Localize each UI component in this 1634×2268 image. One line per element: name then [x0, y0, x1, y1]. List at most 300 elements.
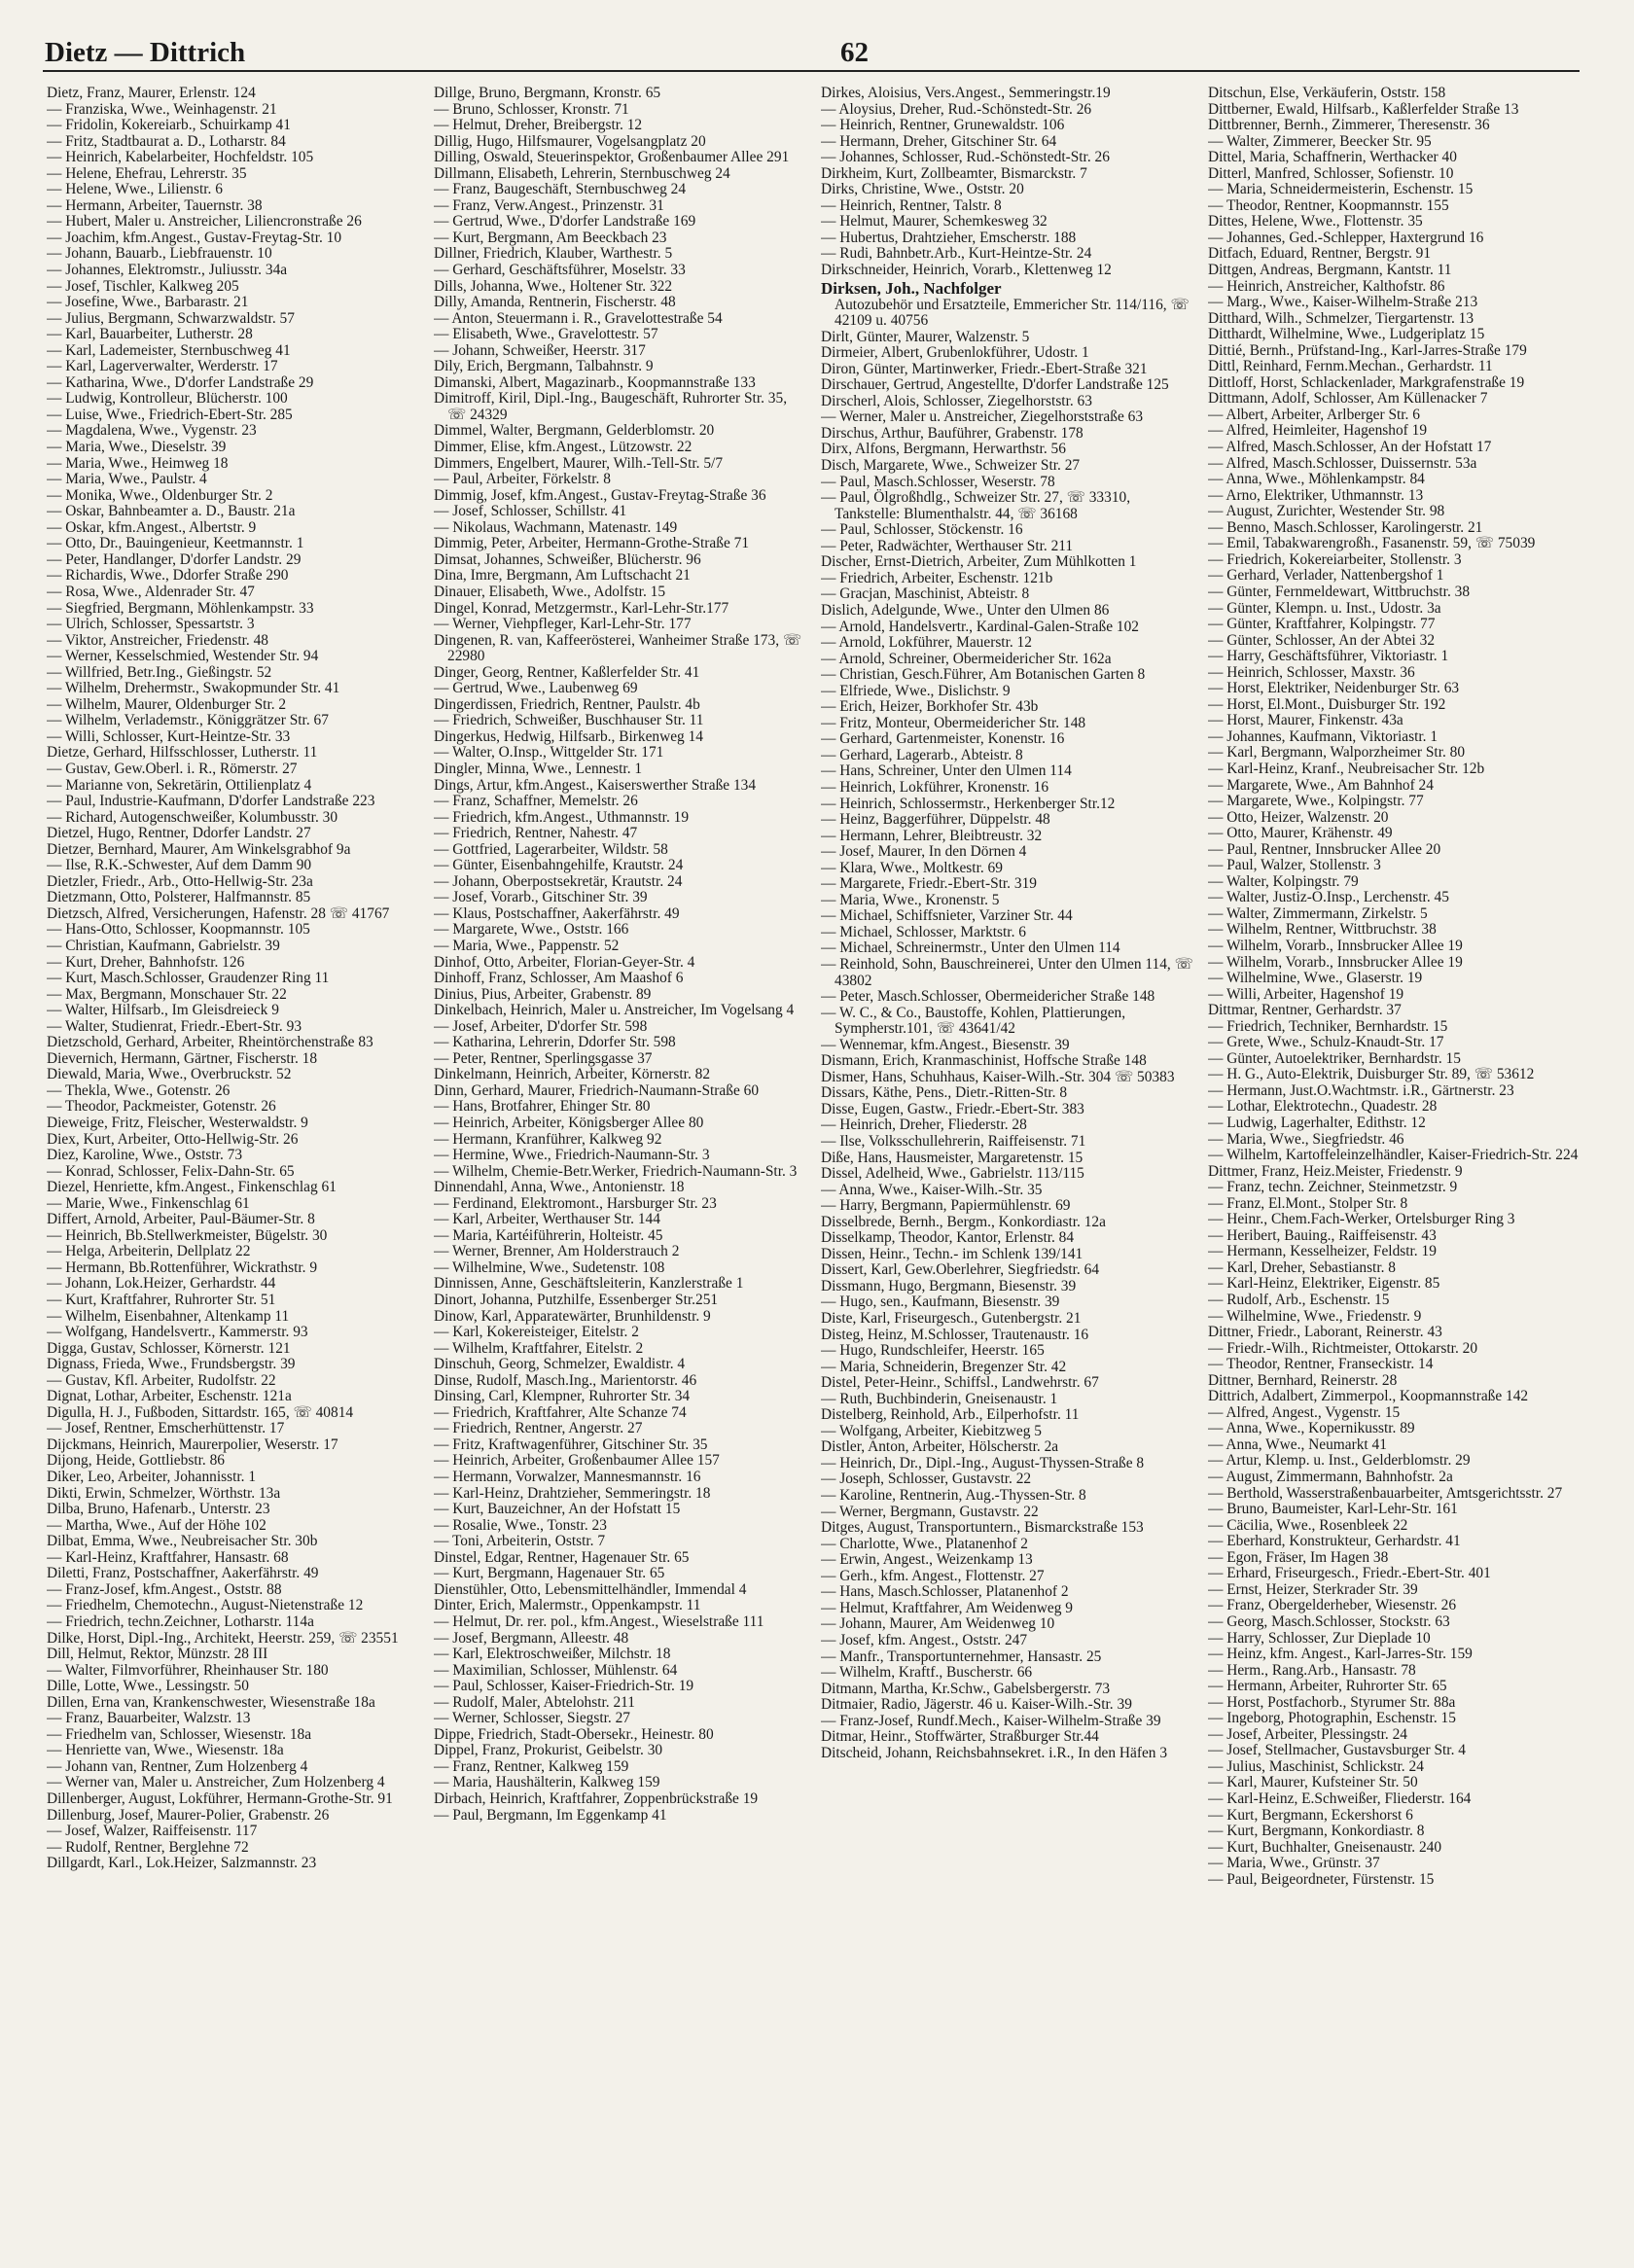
- directory-entry: — Hermine, Wwe., Friedrich-Naumann-Str. 3: [434, 1147, 710, 1164]
- directory-entry: Dippel, Franz, Prokurist, Geibelstr. 30: [434, 1742, 663, 1759]
- directory-entry: Dinhoff, Franz, Schlosser, Am Maashof 6: [434, 970, 684, 987]
- directory-entry: — Herm., Rang.Arb., Hansastr. 78: [1208, 1661, 1416, 1679]
- directory-entry: — Wennemar, kfm.Angest., Biesenstr. 39: [821, 1036, 1070, 1053]
- directory-entry: — Rudolf, Rentner, Berglehne 72: [47, 1838, 249, 1856]
- directory-entry: — Fritz, Stadtbaurat a. D., Lotharstr. 84: [47, 132, 286, 150]
- directory-entry: — Johann, Maurer, Am Weidenweg 10: [821, 1615, 1055, 1633]
- directory-entry: Dillmann, Elisabeth, Lehrerin, Sternbuschweg 24: [434, 164, 730, 182]
- directory-entry: Diste, Karl, Friseurgesch., Gutenbergstr. 21: [821, 1310, 1082, 1328]
- directory-entry: — Karl-Heinz, Elektriker, Eigenstr. 85: [1208, 1275, 1440, 1293]
- directory-entry: Dirkschneider, Heinrich, Vorarb., Klettenweg 12: [821, 262, 1112, 279]
- directory-entry: — Karl, Kokereisteiger, Eitelstr. 2: [434, 1324, 639, 1341]
- page-title: Dietz — Dittrich: [45, 37, 246, 68]
- directory-entry: — Kurt, Kraftfahrer, Ruhrorter Str. 51: [47, 1292, 276, 1309]
- directory-entry: — Gerhard, Lagerarb., Abteistr. 8: [821, 746, 1023, 763]
- directory-entry: — Artur, Klemp. u. Inst., Gelderblomstr. 29: [1208, 1452, 1471, 1470]
- directory-entry: Dillen, Erna van, Krankenschwester, Wiesenstraße 18a: [47, 1693, 375, 1711]
- directory-entry: — Kurt, Dreher, Bahnhofstr. 126: [47, 953, 245, 971]
- directory-entry: — Peter, Radwächter, Werthauser Str. 211: [821, 537, 1074, 554]
- directory-entry: Dinauer, Elisabeth, Wwe., Adolfstr. 15: [434, 583, 666, 600]
- directory-entry: — Aloysius, Dreher, Rud.-Schönstedt-Str. 26: [821, 100, 1092, 118]
- directory-entry: — Wilhelmine, Wwe., Glaserstr. 19: [1208, 970, 1423, 987]
- directory-entry: Dievernich, Hermann, Gärtner, Fischerstr. 18: [47, 1049, 318, 1067]
- directory-entry: — Kurt, Bergmann, Eckershorst 6: [1208, 1806, 1413, 1824]
- directory-entry: — Michael, Schlosser, Marktstr. 6: [821, 923, 1026, 940]
- column-1: [47, 86, 422, 2254]
- directory-entry: — Gertrud, Wwe., D'dorfer Landstraße 169: [434, 213, 696, 230]
- directory-entry: Dinort, Johanna, Putzhilfe, Essenberger Str.251: [434, 1292, 719, 1309]
- directory-entry: — Kurt, Bergmann, Hagenauer Str. 65: [434, 1565, 665, 1582]
- directory-entry: — Maria, Wwe., Paulstr. 4: [47, 471, 207, 488]
- directory-entry: Disse, Eugen, Gastw., Friedr.-Ebert-Str. 383: [821, 1100, 1084, 1117]
- directory-entry: — Maria, Kartéiführerin, Holteistr. 45: [434, 1226, 663, 1244]
- directory-entry: — Fridolin, Kokereiarb., Schuirkamp 41: [47, 117, 291, 134]
- directory-entry: — Franz, Verw.Angest., Prinzenstr. 31: [434, 196, 664, 214]
- directory-entry: — Walter, Studienrat, Friedr.-Ebert-Str. 93: [47, 1017, 302, 1035]
- directory-entry: — Martha, Wwe., Auf der Höhe 102: [47, 1516, 266, 1534]
- directory-entry: — Siegfried, Bergmann, Möhlenkampstr. 33: [47, 599, 314, 617]
- directory-entry: — Gerh., kfm. Angest., Flottenstr. 27: [821, 1567, 1045, 1584]
- directory-entry: — Josef, Bergmann, Alleestr. 48: [434, 1629, 629, 1647]
- directory-entry: — Werner, Bergmann, Gustavstr. 22: [821, 1503, 1039, 1520]
- directory-entry: Diewald, Maria, Wwe., Overbruckstr. 52: [47, 1066, 292, 1083]
- directory-entry: — Walter, Zimmermann, Zirkelstr. 5: [1208, 904, 1428, 922]
- directory-entry: — Joseph, Schlosser, Gustavstr. 22: [821, 1471, 1032, 1488]
- directory-entry: Dietzschold, Gerhard, Arbeiter, Rheintörchenstraße 83: [47, 1034, 373, 1051]
- directory-entry: Dirbach, Heinrich, Kraftfahrer, Zoppenbrückstraße 19: [434, 1790, 759, 1807]
- directory-entry: Dittbrenner, Bernh., Zimmerer, Theresenstr. 36: [1208, 117, 1490, 134]
- directory-entry: Disch, Margarete, Wwe., Schweizer Str. 27: [821, 457, 1081, 475]
- directory-entry: — Ludwig, Kontrolleur, Blücherstr. 100: [47, 390, 288, 408]
- directory-entry: Dillgardt, Karl., Lok.Heizer, Salzmannstr. 23: [47, 1855, 317, 1872]
- directory-entry: Ditthard, Wilh., Schmelzer, Tiergartenstr. 13: [1208, 309, 1474, 327]
- directory-entry: — Franz, Rentner, Kalkweg 159: [434, 1757, 629, 1775]
- directory-entry: Dimmel, Walter, Bergmann, Gelderblomstr. 20: [434, 422, 715, 440]
- directory-entry: — Charlotte, Wwe., Platanenhof 2: [821, 1535, 1028, 1552]
- directory-entry: Dietzel, Hugo, Rentner, Ddorfer Landstr. 27: [47, 825, 311, 842]
- directory-entry: — Peter, Rentner, Sperlingsgasse 37: [434, 1049, 653, 1067]
- directory-entry: — Friedrich, kfm.Angest., Uthmannstr. 19: [434, 808, 690, 826]
- directory-entry: Ditschun, Else, Verkäuferin, Oststr. 158: [1208, 86, 1446, 101]
- directory-entry: — Franz-Josef, kfm.Angest., Oststr. 88: [47, 1580, 282, 1598]
- directory-entry: — Ulrich, Schlosser, Spessartstr. 3: [47, 616, 255, 633]
- directory-entry: — Heinrich, Arbeiter, Großenbaumer Allee 157: [434, 1452, 720, 1470]
- directory-entry: Dismann, Erich, Kranmaschinist, Hoffsche Straße 148: [821, 1052, 1147, 1070]
- directory-entry: Digga, Gustav, Schlosser, Körnerstr. 121: [47, 1339, 291, 1357]
- directory-entry: Dikti, Erwin, Schmelzer, Wörthstr. 13a: [47, 1484, 281, 1502]
- directory-entry: — Maria, Wwe., Grünstr. 37: [1208, 1855, 1380, 1872]
- directory-entry: — Josef, Arbeiter, D'dorfer Str. 598: [434, 1017, 648, 1035]
- directory-entry: Dilke, Horst, Dipl.-Ing., Architekt, Heerstr. 259, ☏ 23551: [47, 1629, 399, 1647]
- directory-entry: — Ludwig, Lagerhalter, Edithstr. 12: [1208, 1115, 1426, 1131]
- directory-entry: Dillenburg, Josef, Maurer-Polier, Grabenstr. 26: [47, 1806, 330, 1824]
- directory-entry: — Toni, Arbeiterin, Oststr. 7: [434, 1533, 606, 1550]
- directory-entry: — Ingeborg, Photographin, Eschenstr. 15: [1208, 1710, 1456, 1727]
- directory-entry: — Heinrich, Rentner, Talstr. 8: [821, 196, 1002, 214]
- directory-entry: Distelberg, Reinhold, Arb., Eilperhofstr. 11: [821, 1406, 1080, 1424]
- directory-entry: — Heinrich, Anstreicher, Kalthofstr. 86: [1208, 277, 1445, 295]
- directory-entry: Dirksen, Joh., Nachfolger: [821, 278, 1002, 298]
- directory-columns: [47, 86, 1583, 2254]
- directory-entry: — Heinrich, Dr., Dipl.-Ing., August-Thyssen-Straße 8: [821, 1454, 1145, 1471]
- directory-entry: Dittmann, Adolf, Schlosser, Am Küllenacker 7: [1208, 390, 1488, 408]
- directory-entry: — Hugo, Rundschleifer, Heerstr. 165: [821, 1342, 1045, 1360]
- directory-entry: — Harry, Geschäftsführer, Viktoriastr. 1: [1208, 648, 1449, 665]
- directory-entry: — Rudolf, Arb., Eschenstr. 15: [1208, 1292, 1390, 1309]
- directory-entry: — Horst, Elektriker, Neidenburger Str. 63: [1208, 680, 1460, 697]
- directory-entry: — Karl, Elektroschweißer, Milchstr. 18: [434, 1646, 671, 1663]
- page-number: 62: [840, 37, 869, 68]
- directory-entry: — Oskar, Bahnbeamter a. D., Baustr. 21a: [47, 503, 296, 520]
- directory-entry: — Maria, Wwe., Heimweg 18: [47, 454, 229, 472]
- directory-entry: Distler, Anton, Arbeiter, Hölscherstr. 2a: [821, 1438, 1059, 1456]
- directory-entry: Diker, Leo, Arbeiter, Johannisstr. 1: [47, 1469, 257, 1486]
- directory-entry: Dilbat, Emma, Wwe., Neubreisacher Str. 30b: [47, 1533, 318, 1550]
- directory-entry: — Josef, Arbeiter, Plessingstr. 24: [1208, 1725, 1408, 1743]
- directory-entry: — Maria, Wwe., Dieselstr. 39: [47, 439, 227, 456]
- directory-entry: Dissen, Heinr., Techn.- im Schlenk 139/141: [821, 1245, 1083, 1262]
- directory-entry: Dina, Imre, Bergmann, Am Luftschacht 21: [434, 567, 691, 585]
- directory-entry: — Hans, Masch.Schlosser, Platanenhof 2: [821, 1583, 1069, 1601]
- directory-entry: — Richard, Autogenschweißer, Kolumbusstr. 30: [47, 808, 338, 826]
- directory-entry: — Otto, Dr., Bauingenieur, Keetmannstr. 1: [47, 535, 304, 552]
- directory-entry: — Josef, Stellmacher, Gustavsburger Str. 4: [1208, 1742, 1466, 1759]
- directory-entry: — Maria, Haushälterin, Kalkweg 159: [434, 1774, 660, 1791]
- directory-entry: — Berthold, Wasserstraßenbauarbeiter, Amtsgerichtsstr. 27: [1208, 1484, 1563, 1502]
- directory-entry: — Karl, Dreher, Sebastianstr. 8: [1208, 1258, 1396, 1276]
- directory-entry: Diletti, Franz, Postschaffner, Aakerfährstr. 49: [47, 1565, 319, 1582]
- directory-entry: — Julius, Bergmann, Schwarzwaldstr. 57: [47, 309, 295, 327]
- directory-entry: — Albert, Arbeiter, Arlberger Str. 6: [1208, 406, 1420, 423]
- directory-entry: — Nikolaus, Wachmann, Matenastr. 149: [434, 518, 678, 536]
- directory-entry: — Anton, Steuermann i. R., Gravelottestraße 54: [434, 309, 723, 327]
- directory-entry: Autozubehör und Ersatzteile, Emmericher Str. 114/116, ☏ 42109 u. 40756: [835, 296, 1190, 330]
- directory-entry: — Friedrich, Rentner, Angerstr. 27: [434, 1420, 643, 1437]
- directory-entry: — Wilhelm, Kraftf., Buscherstr. 66: [821, 1664, 1033, 1682]
- directory-entry: — Johann, Schweißer, Heerstr. 317: [434, 341, 646, 359]
- directory-entry: — Franz, Bauarbeiter, Walzstr. 13: [47, 1710, 251, 1727]
- directory-entry: — Karl, Lademeister, Sternbuschweg 41: [47, 341, 291, 359]
- directory-entry: Disteg, Heinz, M.Schlosser, Trautenaustr. 16: [821, 1326, 1089, 1343]
- directory-entry: — Christian, Kaufmann, Gabrielstr. 39: [47, 937, 280, 954]
- directory-entry: Dirlt, Günter, Maurer, Walzenstr. 5: [821, 328, 1030, 345]
- directory-entry: — Erhard, Friseurgesch., Friedr.-Ebert-Str. 401: [1208, 1565, 1491, 1582]
- directory-entry: Ditthardt, Wilhelmine, Wwe., Ludgeriplatz 15: [1208, 326, 1485, 343]
- directory-entry: — Paul, Schlosser, Stöckenstr. 16: [821, 521, 1023, 539]
- directory-entry: Discher, Ernst-Dietrich, Arbeiter, Zum Mühlkotten 1: [821, 553, 1137, 571]
- directory-entry: Dippe, Friedrich, Stadt-Obersekr., Heinestr. 80: [434, 1725, 714, 1743]
- directory-entry: Dimitroff, Kiril, Dipl.-Ing., Baugeschäft, Ruhrorter Str. 35, ☏ 24329: [434, 390, 788, 423]
- directory-entry: — Heinrich, Kabelarbeiter, Hochfeldstr. 105: [47, 149, 314, 166]
- directory-entry: — Bruno, Baumeister, Karl-Lehr-Str. 161: [1208, 1501, 1458, 1518]
- directory-entry: — Hermann, Arbeiter, Tauernstr. 38: [47, 196, 263, 214]
- directory-entry: — Werner, Maler u. Anstreicher, Ziegelhorststraße 63: [821, 408, 1144, 426]
- directory-entry: Dittner, Bernhard, Reinerstr. 28: [1208, 1371, 1398, 1389]
- directory-entry: — Maria, Schneidermeisterin, Eschenstr. 15: [1208, 181, 1474, 198]
- directory-entry: — Arnold, Schreiner, Obermeidericher Str. 162a: [821, 650, 1112, 667]
- directory-entry: Dinow, Karl, Apparatewärter, Brunhildenstr. 9: [434, 1307, 711, 1325]
- directory-entry: Dimmers, Engelbert, Maurer, Wilh.-Tell-Str. 5/7: [434, 454, 724, 472]
- directory-entry: — Max, Bergmann, Monschauer Str. 22: [47, 985, 287, 1003]
- directory-entry: — Karl, Maurer, Kufsteiner Str. 50: [1208, 1774, 1418, 1791]
- directory-entry: — Franz, techn. Zeichner, Steinmetzstr. 9: [1208, 1179, 1458, 1196]
- directory-entry: — W. C., & Co., Baustoffe, Kohlen, Plattierungen, Sympherstr.101, ☏ 43641/42: [821, 1004, 1126, 1038]
- directory-entry: — Gerhard, Gartenmeister, Konenstr. 16: [821, 730, 1065, 748]
- directory-entry: — Peter, Masch.Schlosser, Obermeidericher Straße 148: [821, 988, 1155, 1006]
- directory-entry: Disselbrede, Bernh., Bergm., Konkordiastr. 12a: [821, 1213, 1106, 1230]
- directory-entry: — Lothar, Elektrotechn., Quadestr. 28: [1208, 1098, 1438, 1116]
- directory-entry: — Erwin, Angest., Weizenkamp 13: [821, 1551, 1033, 1569]
- directory-entry: Dismer, Hans, Schuhhaus, Kaiser-Wilh.-Str. 304 ☏ 50383: [821, 1068, 1175, 1085]
- directory-entry: — Wilhelm, Eisenbahner, Altenkamp 11: [47, 1307, 290, 1325]
- directory-entry: Dietzer, Bernhard, Maurer, Am Winkelsgrabhof 9a: [47, 840, 351, 858]
- directory-entry: — Johannes, Kaufmann, Viktoriastr. 1: [1208, 727, 1439, 745]
- directory-entry: — Heinr., Chem.Fach-Werker, Ortelsburger Ring 3: [1208, 1211, 1515, 1228]
- directory-entry: Dittié, Bernh., Prüfstand-Ing., Karl-Jarres-Straße 179: [1208, 341, 1527, 359]
- directory-entry: — Wilhelm, Vorarb., Innsbrucker Allee 19: [1208, 937, 1463, 954]
- directory-entry: Ditterl, Manfred, Schlosser, Sofienstr. 10: [1208, 164, 1454, 182]
- directory-entry: — Karl, Bergmann, Walporzheimer Str. 80: [1208, 744, 1466, 762]
- directory-entry: Digulla, H. J., Fußboden, Sittardstr. 165, ☏ 40814: [47, 1403, 354, 1421]
- directory-entry: — Hermann, Bb.Rottenführer, Wickrathstr. 9: [47, 1258, 318, 1276]
- directory-entry: — Josef, Schlosser, Schillstr. 41: [434, 503, 627, 520]
- directory-entry: — Karl-Heinz, E.Schweißer, Fliederstr. 164: [1208, 1790, 1472, 1807]
- directory-entry: — Alfred, Masch.Schlosser, An der Hofstatt 17: [1208, 439, 1492, 456]
- directory-entry: — Johann, Bauarb., Liebfrauenstr. 10: [47, 245, 272, 263]
- directory-entry: — Viktor, Anstreicher, Friedenstr. 48: [47, 631, 268, 649]
- directory-entry: — Klara, Wwe., Moltkestr. 69: [821, 859, 1003, 876]
- directory-entry: — Konrad, Schlosser, Felix-Dahn-Str. 65: [47, 1162, 295, 1180]
- directory-entry: — Heinrich, Bb.Stellwerkmeister, Bügelstr. 30: [47, 1226, 328, 1244]
- directory-entry: — Heribert, Bauing., Raiffeisenstr. 43: [1208, 1226, 1437, 1244]
- directory-entry: — Manfr., Transportunternehmer, Hansastr. 25: [821, 1648, 1102, 1665]
- directory-entry: — Helene, Ehefrau, Lehrerstr. 35: [47, 164, 247, 182]
- directory-entry: — Paul, Beigeordneter, Fürstenstr. 15: [1208, 1870, 1435, 1888]
- directory-entry: — Günter, Schlosser, An der Abtei 32: [1208, 631, 1436, 649]
- directory-entry: Diron, Günter, Martinwerker, Friedr.-Ebert-Straße 321: [821, 360, 1148, 377]
- directory-entry: Dietzsch, Alfred, Versicherungen, Hafenstr. 28 ☏ 41767: [47, 904, 390, 922]
- directory-entry: — Franz-Josef, Rundf.Mech., Kaiser-Wilhelm-Straße 39: [821, 1712, 1161, 1729]
- directory-entry: Dillge, Bruno, Bergmann, Kronstr. 65: [434, 86, 661, 101]
- directory-entry: — Arno, Elektriker, Uthmannstr. 13: [1208, 486, 1424, 504]
- directory-entry: — Günter, Klempn. u. Inst., Udostr. 3a: [1208, 599, 1441, 617]
- directory-entry: — Heinrich, Schlosser, Maxstr. 36: [1208, 663, 1415, 681]
- directory-entry: — Margarete, Wwe., Am Bahnhof 24: [1208, 776, 1434, 794]
- directory-entry: Differt, Arnold, Arbeiter, Paul-Bäumer-Str. 8: [47, 1211, 315, 1228]
- directory-entry: — Katharina, Wwe., D'dorfer Landstraße 29: [47, 373, 314, 391]
- directory-entry: — Gerhard, Geschäftsführer, Moselstr. 33: [434, 262, 686, 279]
- directory-entry: — Marianne von, Sekretärin, Ottilienplatz 4: [47, 776, 312, 794]
- directory-entry: — Johann van, Rentner, Zum Holzenberg 4: [47, 1757, 308, 1775]
- directory-entry: — Franz, Obergelderheber, Wiesenstr. 26: [1208, 1597, 1457, 1614]
- directory-entry: — Heinz, Baggerführer, Düppelstr. 48: [821, 811, 1050, 829]
- directory-entry: — Oskar, kfm.Angest., Albertstr. 9: [47, 518, 257, 536]
- directory-entry: Ditfach, Eduard, Rentner, Bergstr. 91: [1208, 245, 1432, 263]
- directory-entry: — Günter, Fernmeldewart, Wittbruchstr. 38: [1208, 583, 1471, 600]
- directory-entry: — Josef, kfm. Angest., Oststr. 247: [821, 1631, 1028, 1648]
- directory-entry: — Karl-Heinz, Drahtzieher, Semmeringstr. 18: [434, 1484, 711, 1502]
- directory-entry: Dinschuh, Georg, Schmelzer, Ewaldistr. 4: [434, 1356, 686, 1373]
- directory-entry: — Harry, Bergmann, Papiermühlenstr. 69: [821, 1197, 1071, 1215]
- directory-entry: — Paul, Arbeiter, Förkelstr. 8: [434, 471, 611, 488]
- directory-entry: Dignat, Lothar, Arbeiter, Eschenstr. 121a: [47, 1388, 292, 1405]
- directory-entry: — Johannes, Ged.-Schlepper, Haxtergrund 16: [1208, 229, 1484, 246]
- directory-entry: — Ilse, Volksschullehrerin, Raiffeisenstr. 71: [821, 1133, 1086, 1150]
- directory-entry: — Grete, Wwe., Schulz-Knaudt-Str. 17: [1208, 1034, 1444, 1051]
- directory-entry: Dittberner, Ewald, Hilfsarb., Kaßlerfelder Straße 13: [1208, 100, 1519, 118]
- directory-entry: — Walter, Filmvorführer, Rheinhauser Str. 180: [47, 1661, 329, 1679]
- directory-entry: — Elfriede, Wwe., Dislichstr. 9: [821, 682, 1011, 699]
- directory-entry: — Fritz, Monteur, Obermeidericher Str. 148: [821, 714, 1086, 731]
- directory-entry: — Wilhelm, Maurer, Oldenburger Str. 2: [47, 695, 287, 713]
- directory-entry: — Arnold, Handelsvertr., Kardinal-Galen-Straße 102: [821, 618, 1139, 635]
- directory-entry: — Josef, Rentner, Emscherhüttenstr. 17: [47, 1420, 285, 1437]
- directory-entry: — Werner, Schlosser, Siegstr. 27: [434, 1710, 630, 1727]
- directory-entry: Ditmann, Martha, Kr.Schw., Gabelsbergerstr. 73: [821, 1680, 1111, 1697]
- directory-entry: — Josef, Walzer, Raiffeisenstr. 117: [47, 1823, 258, 1840]
- directory-entry: — Theodor, Rentner, Franseckistr. 14: [1208, 1356, 1434, 1373]
- directory-entry: — Günter, Autoelektriker, Bernhardstr. 15: [1208, 1049, 1461, 1067]
- directory-entry: — Horst, Maurer, Finkenstr. 43a: [1208, 712, 1403, 729]
- directory-entry: Dille, Lotte, Wwe., Lessingstr. 50: [47, 1678, 249, 1695]
- directory-entry: — Hermann, Dreher, Gitschiner Str. 64: [821, 132, 1057, 150]
- directory-entry: Dinse, Rudolf, Masch.Ing., Marientorstr. 46: [434, 1371, 697, 1389]
- directory-entry: — H. G., Auto-Elektrik, Duisburger Str. 89, ☏ 53612: [1208, 1066, 1535, 1083]
- directory-entry: — Karl, Bauarbeiter, Lutherstr. 28: [47, 326, 253, 343]
- directory-entry: Diez, Karoline, Wwe., Oststr. 73: [47, 1147, 243, 1164]
- directory-entry: — Ilse, R.K.-Schwester, Auf dem Damm 90: [47, 857, 312, 874]
- directory-entry: — Heinz, kfm. Angest., Karl-Jarres-Str. 159: [1208, 1646, 1473, 1663]
- directory-entry: — Michael, Schiffsnieter, Varziner Str. 44: [821, 907, 1073, 925]
- directory-entry: Dinter, Erich, Malermstr., Oppenkampstr. 11: [434, 1597, 701, 1614]
- directory-entry: — Paul, Bergmann, Im Eggenkamp 41: [434, 1806, 667, 1824]
- directory-entry: — Paul, Rentner, Innsbrucker Allee 20: [1208, 840, 1441, 858]
- directory-entry: Dissmann, Hugo, Bergmann, Biesenstr. 39: [821, 1277, 1077, 1294]
- directory-entry: — Gottfried, Lagerarbeiter, Wildstr. 58: [434, 840, 668, 858]
- directory-entry: — Friedrich, Rentner, Nahestr. 47: [434, 825, 638, 842]
- directory-entry: Dinstel, Edgar, Rentner, Hagenauer Str. 65: [434, 1548, 690, 1566]
- directory-entry: — Helmut, Dr. rer. pol., kfm.Angest., Wieselstraße 111: [434, 1612, 764, 1630]
- directory-entry: — Friedrich, Schweißer, Buschhauser Str. 11: [434, 712, 704, 729]
- directory-entry: — Karl, Arbeiter, Werthauser Str. 144: [434, 1211, 660, 1228]
- directory-entry: — Margarete, Friedr.-Ebert-Str. 319: [821, 875, 1037, 893]
- directory-entry: — Wolfgang, Handelsvertr., Kammerstr. 93: [47, 1324, 308, 1341]
- directory-entry: Dijckmans, Heinrich, Maurerpolier, Weserstr. 17: [47, 1435, 338, 1453]
- directory-entry: — Hans-Otto, Schlosser, Koopmannstr. 105: [47, 921, 310, 939]
- directory-entry: — Helmut, Maurer, Schemkesweg 32: [821, 213, 1048, 230]
- directory-entry: — Monika, Wwe., Oldenburger Str. 2: [47, 486, 273, 504]
- directory-entry: Dinsing, Carl, Klempner, Ruhrorter Str. 34: [434, 1388, 691, 1405]
- directory-entry: — Alfred, Angest., Vygenstr. 15: [1208, 1403, 1401, 1421]
- directory-entry: — Kurt, Bergmann, Konkordiastr. 8: [1208, 1823, 1425, 1840]
- directory-entry: — Wilhelm, Kartoffeleinzelhändler, Kaiser-Friedrich-Str. 224: [1208, 1147, 1579, 1164]
- directory-entry: — Gertrud, Wwe., Laubenweg 69: [434, 680, 638, 697]
- directory-entry: Dimanski, Albert, Magazinarb., Koopmannstraße 133: [434, 373, 756, 391]
- directory-entry: — Wilhelm, Chemie-Betr.Werker, Friedrich-Naumann-Str. 3: [434, 1162, 798, 1180]
- directory-entry: — Helene, Wwe., Lilienstr. 6: [47, 181, 223, 198]
- directory-entry: Dingel, Konrad, Metzgermstr., Karl-Lehr-Str.177: [434, 599, 729, 617]
- directory-entry: Disselkamp, Theodor, Kantor, Erlenstr. 84: [821, 1229, 1075, 1247]
- directory-entry: — Karl-Heinz, Kraftfahrer, Hansastr. 68: [47, 1548, 289, 1566]
- directory-entry: — Otto, Maurer, Krähenstr. 49: [1208, 825, 1393, 842]
- directory-entry: Dissars, Käthe, Pens., Dietr.-Ritten-Str. 8: [821, 1084, 1068, 1102]
- directory-entry: Dirscherl, Alois, Schlosser, Ziegelhorststr. 63: [821, 392, 1092, 409]
- directory-entry: — Walter, Hilfsarb., Im Gleisdreieck 9: [47, 1002, 279, 1019]
- directory-entry: Dinnissen, Anne, Geschäftsleiterin, Kanzlerstraße 1: [434, 1275, 744, 1293]
- directory-entry: Dirschus, Arthur, Bauführer, Grabenstr. 178: [821, 424, 1083, 442]
- directory-entry: — Josef, Vorarb., Gitschiner Str. 39: [434, 889, 648, 906]
- directory-entry: Dislich, Adelgunde, Wwe., Unter den Ulmen 86: [821, 601, 1110, 619]
- directory-entry: — Josefine, Wwe., Barbarastr. 21: [47, 294, 249, 311]
- directory-entry: — Wilhelm, Verlademstr., Königgrätzer Str. 67: [47, 712, 329, 729]
- directory-entry: — Paul, Schlosser, Kaiser-Friedrich-Str. 19: [434, 1678, 694, 1695]
- directory-entry: — Friedrich, Kraftfahrer, Alte Schanze 74: [434, 1403, 687, 1421]
- directory-entry: — Gracjan, Maschinist, Abteistr. 8: [821, 585, 1030, 603]
- directory-entry: — Fritz, Kraftwagenführer, Gitschiner Str. 35: [434, 1435, 708, 1453]
- directory-entry: — Friedrich, Arbeiter, Eschenstr. 121b: [821, 569, 1053, 586]
- directory-entry: — Helmut, Kraftfahrer, Am Weidenweg 9: [821, 1599, 1073, 1616]
- directory-entry: Dinnendahl, Anna, Wwe., Antonienstr. 18: [434, 1179, 685, 1196]
- directory-entry: Dinkelbach, Heinrich, Maler u. Anstreicher, Im Vogelsang 4: [434, 1002, 795, 1019]
- directory-entry: — Heinrich, Schlossermstr., Herkenberger Str.12: [821, 795, 1116, 812]
- directory-entry: — Maria, Wwe., Kronenstr. 5: [821, 891, 1000, 908]
- directory-entry: Dinhof, Otto, Arbeiter, Florian-Geyer-Str. 4: [434, 953, 695, 971]
- directory-entry: Diße, Hans, Hausmeister, Margaretenstr. 15: [821, 1149, 1083, 1166]
- directory-entry: — Gerhard, Verlader, Nattenbergshof 1: [1208, 567, 1444, 585]
- directory-entry: — Marie, Wwe., Finkenschlag 61: [47, 1194, 250, 1212]
- directory-entry: Distel, Peter-Heinr., Schiffsl., Landwehrstr. 67: [821, 1374, 1099, 1392]
- directory-entry: Dirx, Alfons, Bergmann, Herwarthstr. 56: [821, 441, 1066, 458]
- directory-entry: — Maria, Wwe., Siegfriedstr. 46: [1208, 1130, 1404, 1148]
- directory-entry: — Magdalena, Wwe., Vygenstr. 23: [47, 422, 257, 440]
- directory-entry: — Friedr.-Wilh., Richtmeister, Ottokarstr. 20: [1208, 1339, 1478, 1357]
- directory-entry: Dingerdissen, Friedrich, Rentner, Paulstr. 4b: [434, 695, 700, 713]
- directory-entry: Dinius, Pius, Arbeiter, Grabenstr. 89: [434, 985, 652, 1003]
- directory-entry: Dieweige, Fritz, Fleischer, Westerwaldstr. 9: [47, 1115, 308, 1131]
- directory-entry: — Paul, Industrie-Kaufmann, D'dorfer Landstraße 223: [47, 793, 375, 810]
- directory-entry: — Werner, Brenner, Am Holderstrauch 2: [434, 1243, 680, 1260]
- directory-entry: — August, Zimmermann, Bahnhofstr. 2a: [1208, 1469, 1453, 1486]
- directory-entry: — Wilhelm, Rentner, Wittbruchstr. 38: [1208, 921, 1437, 939]
- directory-entry: — Franz, Schaffner, Memelstr. 26: [434, 793, 638, 810]
- directory-entry: — Horst, Postfachorb., Styrumer Str. 88a: [1208, 1693, 1456, 1711]
- directory-entry: — Friedhelm van, Schlosser, Wiesenstr. 18a: [47, 1725, 312, 1743]
- directory-entry: — Friedrich, techn.Zeichner, Lotharstr. 114a: [47, 1612, 314, 1630]
- directory-entry: Dietz, Franz, Maurer, Erlenstr. 124: [47, 86, 256, 101]
- directory-entry: Dily, Erich, Bergmann, Talbahnstr. 9: [434, 358, 654, 375]
- directory-entry: — Franziska, Wwe., Weinhagenstr. 21: [47, 100, 277, 118]
- directory-entry: — Julius, Maschinist, Schlickstr. 24: [1208, 1757, 1424, 1775]
- directory-entry: Dittner, Friedr., Laborant, Reinerstr. 43: [1208, 1324, 1442, 1341]
- directory-entry: — Luise, Wwe., Friedrich-Ebert-Str. 285: [47, 406, 293, 423]
- directory-entry: Dietze, Gerhard, Hilfsschlosser, Lutherstr. 11: [47, 744, 318, 762]
- directory-entry: Dietzmann, Otto, Polsterer, Halfmannstr. 85: [47, 889, 311, 906]
- directory-entry: — Egon, Fräser, Im Hagen 38: [1208, 1548, 1389, 1566]
- directory-entry: — Harry, Schlosser, Zur Dieplade 10: [1208, 1629, 1431, 1647]
- directory-entry: — Günter, Eisenbahngehilfe, Krautstr. 24: [434, 857, 684, 874]
- directory-entry: — Thekla, Wwe., Gotenstr. 26: [47, 1081, 231, 1099]
- directory-entry: Dilba, Bruno, Hafenarb., Unterstr. 23: [47, 1501, 270, 1518]
- directory-entry: — Johannes, Elektromstr., Juliusstr. 34a: [47, 262, 288, 279]
- directory-entry: — Johannes, Schlosser, Rud.-Schönstedt-Str. 26: [821, 149, 1110, 166]
- directory-entry: Dinkelmann, Heinrich, Arbeiter, Körnerstr. 82: [434, 1066, 711, 1083]
- directory-entry: Dirkes, Aloisius, Vers.Angest., Semmeringstr.19: [821, 86, 1111, 101]
- directory-entry: Dittmar, Rentner, Gerhardstr. 37: [1208, 1002, 1402, 1019]
- directory-entry: Dirks, Christine, Wwe., Oststr. 20: [821, 181, 1024, 198]
- directory-entry: — Bruno, Schlosser, Kronstr. 71: [434, 100, 629, 118]
- directory-entry: Dimmig, Josef, kfm.Angest., Gustav-Freytag-Straße 36: [434, 486, 766, 504]
- directory-entry: — Anna, Wwe., Kopernikusstr. 89: [1208, 1420, 1415, 1437]
